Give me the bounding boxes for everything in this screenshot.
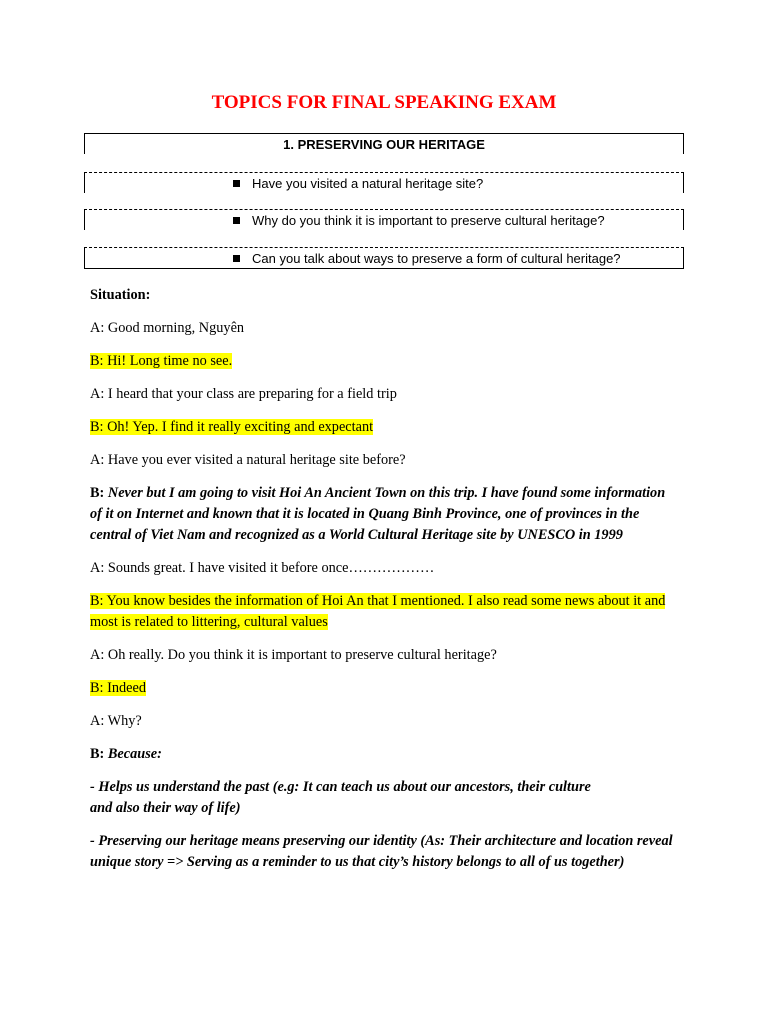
dialogue-line-answer: Never but I am going to visit Hoi An Ancient Town on this trip. I have found some information of it on Internet and known that it is located in Quang Binh Province, one of provinces in the central of Viet Nam and recognized as a World Cultural Heritage site by UNESCO in 1999 — [90, 485, 666, 543]
reason-line: - Preserving our heritage means preserving our identity (As: Their architecture and location reveal unique story => Serving as a reminder to us that city’s history belongs to all of us together) — [90, 833, 673, 870]
square-bullet-icon — [233, 255, 240, 262]
dialogue-line: A: Sounds great. I have visited it before once……………… — [90, 560, 435, 576]
dialogue-line-highlighted: B: You know besides the information of Hoi An that I mentioned. I also read some news about it and most is related to littering, cultural values — [90, 593, 666, 630]
dialogue-line-highlighted: B: Oh! Yep. I find it really exciting and expectant — [90, 419, 374, 435]
speaker-label: B: — [90, 485, 105, 501]
section-heading: 1. PRESERVING OUR HERITAGE — [84, 133, 684, 154]
dialogue-line: A: I heard that your class are preparing for a field trip — [90, 386, 397, 402]
reason-line-continued: and also their way of life) — [90, 800, 241, 816]
question-row-2 — [84, 209, 684, 230]
question-row-3 — [84, 247, 684, 269]
reason-line: - Helps us understand the past (e.g: It can teach us about our ancestors, their culture — [90, 779, 591, 795]
dialogue-line-answer: Because: — [107, 746, 162, 762]
speaker-label: B: — [90, 746, 105, 762]
dialogue-line-highlighted: B: Hi! Long time no see. — [90, 353, 233, 369]
dialogue-body — [90, 285, 680, 885]
document-title: TOPICS FOR FINAL SPEAKING EXAM — [211, 92, 557, 113]
dialogue-line: A: Have you ever visited a natural heritage site before? — [90, 452, 406, 468]
question-text: Why do you think it is important to preserve cultural heritage? — [252, 213, 605, 228]
dialogue-line: A: Why? — [90, 713, 142, 729]
dialogue-line: A: Oh really. Do you think it is important to preserve cultural heritage? — [90, 647, 497, 663]
square-bullet-icon — [233, 217, 240, 224]
question-row-1 — [84, 172, 684, 193]
square-bullet-icon — [233, 180, 240, 187]
question-text: Have you visited a natural heritage site? — [252, 176, 484, 191]
dialogue-line-highlighted: B: Indeed — [90, 680, 146, 696]
question-text: Can you talk about ways to preserve a form of cultural heritage? — [252, 251, 621, 266]
dialogue-line: A: Good morning, Nguyên — [90, 320, 245, 336]
situation-label: Situation: — [90, 287, 151, 303]
